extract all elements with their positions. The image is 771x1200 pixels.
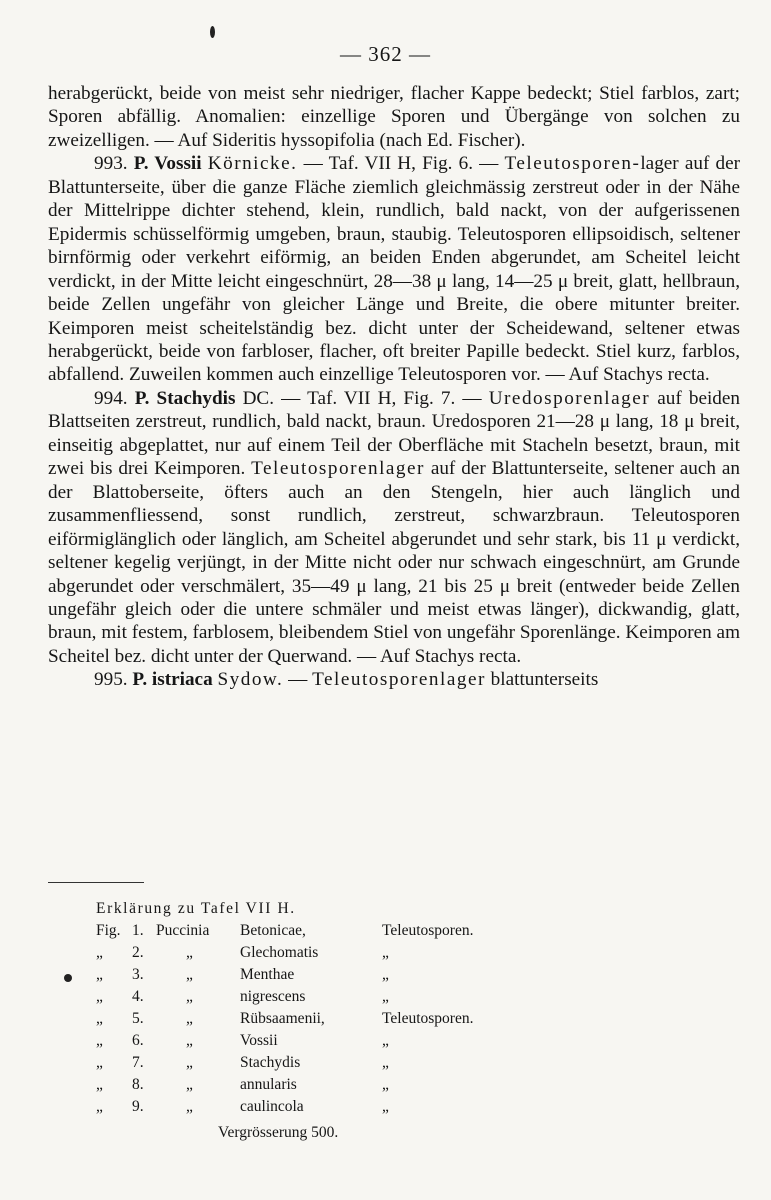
legend-end: „ — [382, 1098, 389, 1115]
body-text — [48, 82, 740, 692]
legend-species: Glechomatis — [240, 944, 319, 961]
spaced-term: Teleutosporen- — [504, 153, 641, 175]
plate-legend — [96, 898, 516, 1118]
legend-species: Stachydis — [240, 1054, 301, 1071]
legend-ditto: „ — [186, 966, 193, 983]
legend-fig: „ — [96, 1010, 103, 1027]
legend-ditto: „ — [186, 1098, 193, 1115]
legend-row — [96, 1030, 516, 1052]
legend-fig: „ — [96, 1054, 103, 1071]
entry-number: 993. — [94, 153, 128, 175]
entry-text: — Taf. VII H, Fig. 7. — — [274, 387, 489, 409]
ink-speck — [210, 26, 215, 38]
entry-text: blattunterseits — [485, 669, 599, 691]
species-author: DC. — [242, 387, 275, 409]
legend-num: 6. — [132, 1032, 144, 1049]
footnote-rule — [48, 882, 144, 883]
legend-end: Teleutosporen. — [382, 922, 474, 939]
entry-text: lager auf der Blattunterseite, über die ganze Fläche ziemlich gleichmässig zerstreut oder in der Nähe der Mittelrippe dichter stehend, klein, rundlich, bald nackt, von der aufgerissenen Epidermis schüsselförmig umgeben, braun, staubig. Teleutosporen ellipsoidisch, seltener birnförmig oder verkehrt eiförmig, an beiden Enden abgerundet, am Scheitel leicht verdickt, in der Mitte leicht eingeschnürt, 28—38 μ lang, 14—25 μ breit, glatt, hellbraun, beide Zellen ungefähr von gleicher Länge und Breite, die obere mitunter breiter. Keimporen meist scheitelständig bez. dicht unter der Scheidewand, seltener etwas herabgerückt, beide von farbloser, flacher, oft breiter Papille bedeckt. Stiel kurz, farblos, abfallend. Zuweilen kommen auch einzellige Teleutosporen vor. — Auf Stachys recta. — [48, 153, 740, 386]
legend-end: „ — [382, 1076, 389, 1093]
legend-row — [96, 1052, 516, 1074]
entry-995 — [48, 668, 740, 691]
legend-species: Rübsaamenii, — [240, 1010, 325, 1027]
legend-fig: Fig. — [96, 922, 121, 939]
legend-end: „ — [382, 944, 389, 961]
species-author: Körnicke. — [207, 153, 298, 175]
legend-row — [96, 1074, 516, 1096]
legend-fig: „ — [96, 1032, 103, 1049]
legend-num: 7. — [132, 1054, 144, 1071]
entry-text: auf der Blattunterseite, seltener auch an der Blattoberseite, öfters auch an den Stengeln, hier auch länglich und zusammenfliessend, sonst rundlich, zerstreut, schwarzbraun. Teleutosporen eiförmiglänglich oder länglich, am Scheitel abgerundet und sehr stark, bis 11 μ verdickt, seltener kegelig verjüngt, in der Mitte nicht oder nur schwach eingeschnürt, am Grunde abgerundet oder verschmälert, 35—49 μ lang, 21 bis 25 μ breit (entweder beide Zellen ungefähr gleich oder die untere schmäler und meist etwas länger), dickwandig, glatt, braun, mit festem, farblosem, bleibendem Stiel von ungefähr Sporenlänge. Keimporen am Scheitel bez. dicht unter der Querwand. — Auf Stachys recta. — [48, 458, 740, 667]
legend-row — [96, 986, 516, 1008]
legend-row — [96, 1008, 516, 1030]
paragraph-continued — [48, 82, 740, 152]
spaced-term: Uredosporenlager — [488, 387, 651, 409]
spaced-term: Teleutosporenlager — [312, 669, 486, 691]
legend-row — [96, 1096, 516, 1118]
legend-ditto: „ — [186, 1076, 193, 1093]
legend-end: „ — [382, 1054, 389, 1071]
legend-end: „ — [382, 988, 389, 1005]
legend-title: Erklärung zu Tafel VII H. — [96, 900, 296, 917]
legend-species: nigrescens — [240, 988, 306, 1005]
species-name: P. Vossii — [133, 153, 202, 175]
legend-fig: „ — [96, 944, 103, 961]
legend-ditto: „ — [186, 1010, 193, 1027]
legend-num: 3. — [132, 966, 144, 983]
entry-text: — — [283, 669, 313, 691]
legend-end: Teleutosporen. — [382, 1010, 474, 1027]
paragraph-text: herabgerückt, beide von meist sehr niedriger, flacher Kappe bedeckt; Stiel farblos, zart; Sporen abfällig. Anomalien: einzellige Sporen und Übergänge von solchen zu zweizelligen. — Auf Sideritis hyssopifolia (nach Ed. Fischer). — [48, 83, 740, 151]
legend-end: „ — [382, 1032, 389, 1049]
legend-species: caulincola — [240, 1098, 304, 1115]
legend-end: „ — [382, 966, 389, 983]
spaced-term: Teleutosporenlager — [251, 458, 425, 480]
legend-num: 5. — [132, 1010, 144, 1027]
entry-993 — [48, 152, 740, 387]
species-author: Sydow. — [217, 669, 284, 691]
legend-ditto: „ — [186, 1032, 193, 1049]
legend-magnification: Vergrösserung 500. — [218, 1124, 339, 1141]
legend-num: 1. — [132, 922, 144, 939]
entry-994 — [48, 387, 740, 668]
legend-ditto: „ — [186, 1054, 193, 1071]
legend-row — [96, 942, 516, 964]
legend-fig: „ — [96, 988, 103, 1005]
legend-ditto: „ — [186, 944, 193, 961]
legend-species: annularis — [240, 1076, 297, 1093]
entry-number: 995. — [94, 669, 128, 691]
legend-fig: „ — [96, 1076, 103, 1093]
entry-text: — Taf. VII H, Fig. 6. — — [297, 153, 505, 175]
legend-species: Betonicae, — [240, 922, 306, 939]
ink-speck — [64, 974, 72, 982]
legend-species: Menthae — [240, 966, 295, 983]
legend-fig: „ — [96, 966, 103, 983]
entry-text: auf beiden Blattseiten zerstreut, rundlich, bald nackt, braun. Uredosporen 21—28 μ lang, 18 μ breit, einseitig abgeplattet, nur auf einem Teil der Oberfläche mit Stacheln besetzt, braun, mit zwei bis drei Keimporen. — [48, 387, 740, 480]
species-name: P. Stachydis — [134, 387, 236, 409]
species-name: P. istriaca — [132, 669, 213, 691]
legend-ditto: „ — [186, 988, 193, 1005]
legend-num: 8. — [132, 1076, 144, 1093]
legend-row — [96, 964, 516, 986]
legend-num: 2. — [132, 944, 144, 961]
legend-num: 4. — [132, 988, 144, 1005]
legend-row — [96, 920, 516, 942]
entry-number: 994. — [94, 387, 128, 409]
page-number: — 362 — — [340, 42, 431, 66]
legend-species: Vossii — [240, 1032, 278, 1049]
legend-num: 9. — [132, 1098, 144, 1115]
legend-genus: Puccinia — [156, 922, 210, 939]
legend-fig: „ — [96, 1098, 103, 1115]
